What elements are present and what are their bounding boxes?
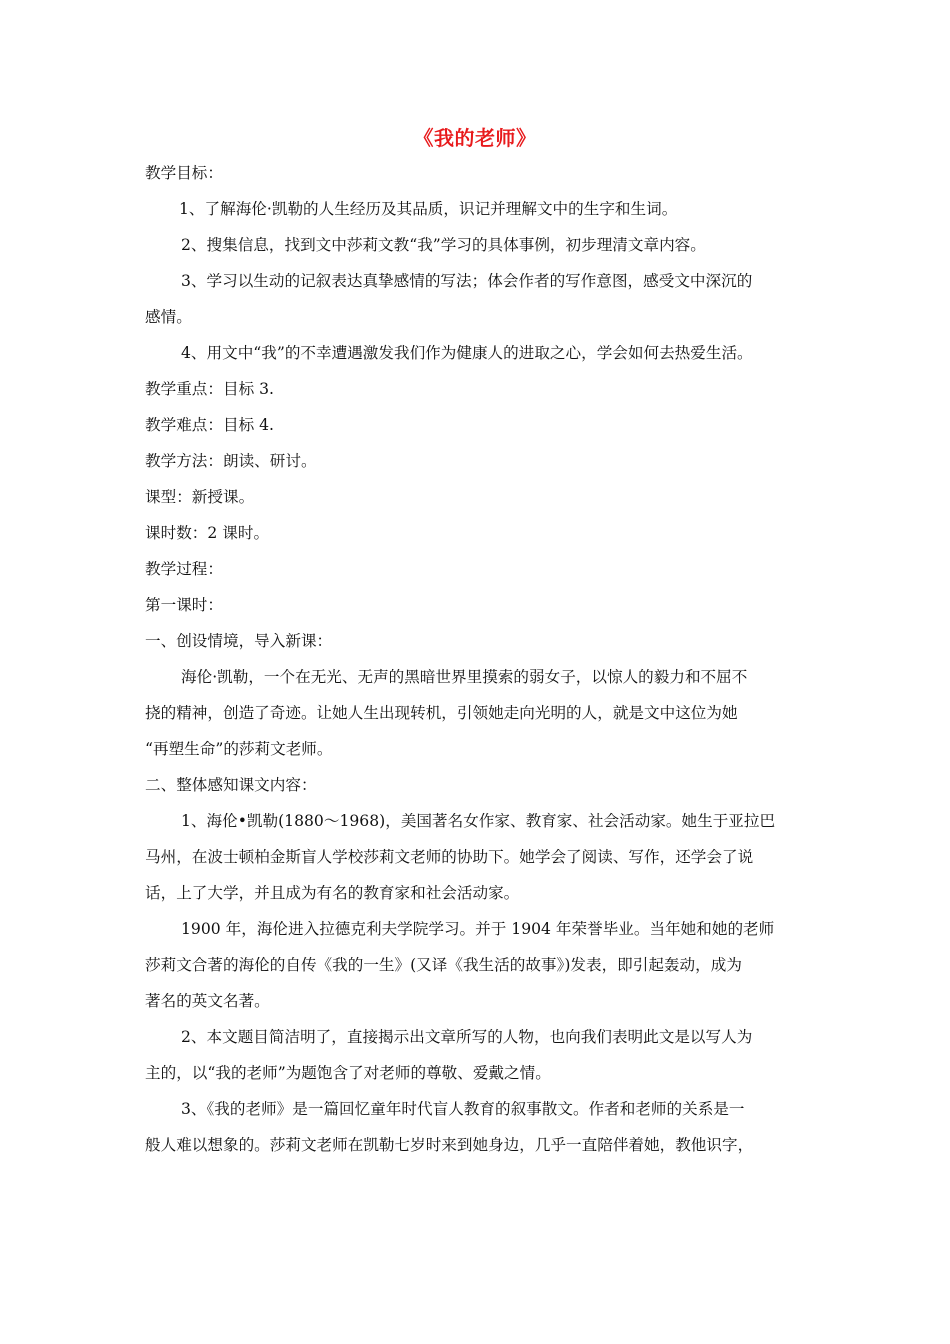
teaching-methods: 教学方法：朗读、研讨。 (145, 452, 317, 470)
section-2-paragraph-1-line: 话，上了大学，并且成为有名的教育家和社会活动家。 (145, 884, 520, 902)
section-2-paragraph-4-line: 般人难以想象的。莎莉文老师在凯勒七岁时来到她身边，几乎一直陪伴着她，教他识字， (145, 1136, 754, 1154)
objectives-heading: 教学目标： (145, 164, 223, 182)
section-2-paragraph-4-line: 3、《我的老师》是一篇回忆童年时代盲人教育的叙事散文。作者和老师的关系是一 (181, 1100, 745, 1118)
section-2-paragraph-3-line: 主的，以“我的老师”为题饱含了对老师的尊敬、爱戴之情。 (145, 1064, 551, 1082)
section-1-heading: 一、创设情境，导入新课： (145, 632, 333, 650)
section-2-paragraph-2-line: 著名的英文名著。 (145, 992, 270, 1010)
difficult-points: 教学难点：目标 4. (145, 416, 274, 434)
section-2-paragraph-1-line: 1、海伦•凯勒(1880～1968)，美国著名女作家、教育家、社会活动家。她生于亚拉巴 (181, 812, 776, 830)
key-points: 教学重点：目标 3. (145, 380, 274, 398)
lesson-hours: 课时数：2 课时。 (145, 524, 270, 542)
section-1-paragraph-line: “再塑生命”的莎莉文老师。 (145, 740, 333, 758)
section-1-paragraph-line: 挠的精神，创造了奇迹。让她人生出现转机，引领她走向光明的人，就是文中这位为她 (145, 704, 738, 722)
section-2-paragraph-2-line: 1900 年，海伦进入拉德克利夫学院学习。并于 1904 年荣誉毕业。当年她和她的老师 (181, 920, 775, 938)
objective-2: 2、搜集信息，找到文中莎莉文教“我”学习的具体事例，初步理清文章内容。 (181, 236, 706, 254)
section-2-heading: 二、整体感知课文内容： (145, 776, 317, 794)
section-2-paragraph-1-line: 马州，在波士顿柏金斯盲人学校莎莉文老师的协助下。她学会了阅读、写作，还学会了说 (145, 848, 754, 866)
section-1-paragraph-line: 海伦·凯勒，一个在无光、无声的黑暗世界里摸索的弱女子，以惊人的毅力和不屈不 (181, 668, 748, 686)
section-2-paragraph-3-line: 2、本文题目简洁明了，直接揭示出文章所写的人物，也向我们表明此文是以写人为 (181, 1028, 753, 1046)
document-body (145, 155, 809, 1163)
document-title: 《我的老师》 (413, 126, 537, 150)
objective-1: 1、了解海伦·凯勒的人生经历及其品质，识记并理解文中的生字和生词。 (179, 200, 678, 218)
objective-3-line-1: 3、学习以生动的记叙表达真挚感情的写法；体会作者的写作意图，感受文中深沉的 (181, 272, 753, 290)
process-heading: 教学过程： (145, 560, 223, 578)
section-2-paragraph-2-line: 莎莉文合著的海伦的自传《我的一生》(又译《我生活的故事》)发表，即引起轰动，成为 (145, 956, 742, 974)
first-lesson-heading: 第一课时： (145, 596, 223, 614)
lesson-type: 课型：新授课。 (145, 488, 255, 506)
objective-4: 4、用文中“我”的不幸遭遇激发我们作为健康人的进取之心，学会如何去热爱生活。 (181, 344, 753, 362)
objective-3-line-2: 感情。 (145, 308, 192, 326)
